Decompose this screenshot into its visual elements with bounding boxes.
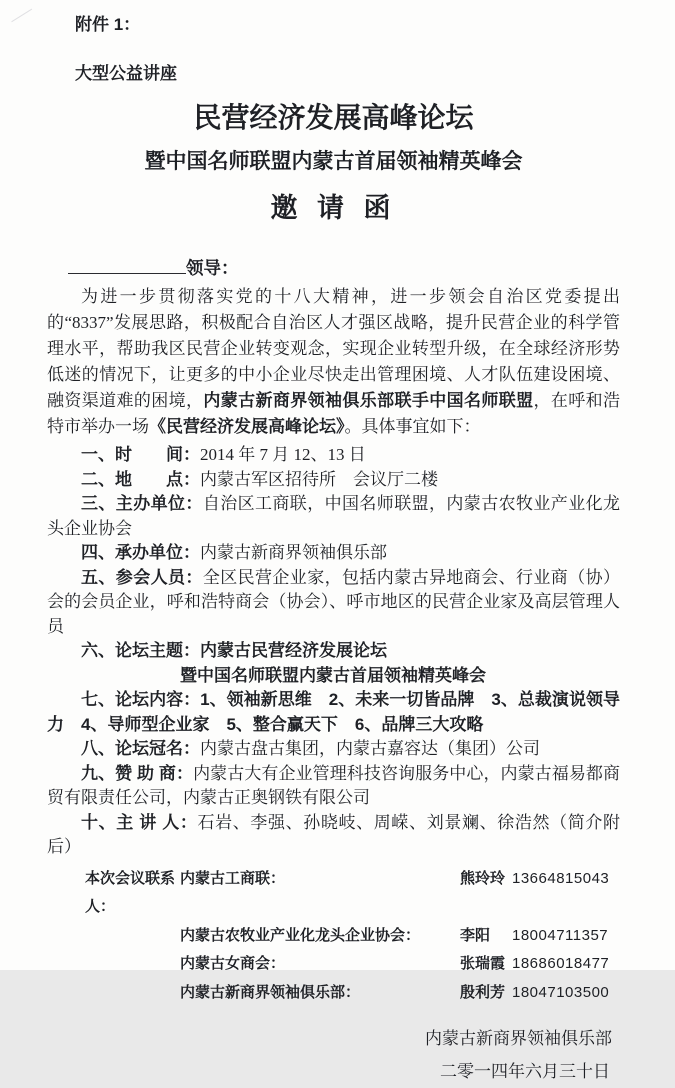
list-item-organizer bbox=[47, 541, 620, 566]
contact-name: 李阳 bbox=[460, 926, 491, 944]
sub-title: 暨中国名师联盟内蒙古首届领袖精英峰会 bbox=[144, 150, 523, 173]
signature-date: 二零一四年六月三十日 bbox=[440, 1062, 610, 1081]
intro-paragraph bbox=[47, 284, 620, 440]
list-item-naming bbox=[47, 737, 620, 762]
salutation-blank-line bbox=[68, 256, 186, 274]
list-item-time bbox=[47, 443, 620, 468]
contacts-section bbox=[85, 865, 620, 1008]
list-item-sponsors bbox=[47, 762, 620, 811]
intro-bold-organizers: 内蒙古新商界领袖俱乐部联手中国名师联盟 bbox=[203, 391, 534, 410]
list-item-theme bbox=[47, 639, 620, 688]
contact-row bbox=[85, 950, 620, 979]
intro-text-1: 为进一步贯彻落实党的十八大精神，进一步领会自治区党委提出的“8337”发展思路，积极配合自治区人才强区战略，提升民营企业的科学管理水平，帮助我区民营企业转变观念，实现企业转型升级，在全球经济形势低迷的情况下，让更多的中小企业尽快走出管理困境、人才队伍建设困境、融资渠道难的困境， bbox=[47, 287, 620, 410]
list-item-venue bbox=[47, 468, 620, 493]
list-item-attendees bbox=[47, 566, 620, 640]
item-value: 内蒙古盘古集团，内蒙古嘉容达（集团）公司 bbox=[200, 739, 540, 758]
event-type-label: 大型公益讲座 bbox=[75, 64, 177, 83]
list-item-contents bbox=[47, 688, 620, 737]
contact-org: 内蒙古工商联： bbox=[180, 869, 286, 887]
contact-org: 内蒙古女商会： bbox=[180, 955, 286, 972]
intro-bold-forum-name: 《民营经济发展高峰论坛》 bbox=[149, 417, 345, 436]
agenda-list bbox=[47, 443, 620, 860]
intro-text-2: ，在呼和浩特市举办一场 bbox=[47, 391, 620, 436]
contact-row bbox=[85, 865, 620, 922]
item-label: 七、论坛内容： bbox=[81, 690, 201, 709]
item-label: 二、地 点： bbox=[81, 469, 200, 489]
item-label: 九、赞 助 商： bbox=[81, 763, 194, 783]
item-value: 内蒙古军区招待所 会议厅二楼 bbox=[200, 469, 438, 489]
contact-row bbox=[85, 979, 620, 1008]
item-label: 六、论坛主题： bbox=[81, 641, 200, 660]
item-value: 自治区工商联，中国名师联盟，内蒙古农牧业产业化龙头企业协会 bbox=[47, 494, 621, 538]
item-value: 内蒙古新商界领袖俱乐部 bbox=[200, 543, 387, 562]
item-value: 1、领袖新思维 2、未来一切皆品牌 3、总裁演说领导力 4、导师型企业家 5、整合赢天下 6、品牌三大攻略 bbox=[47, 690, 620, 734]
contact-org: 内蒙古新商界领袖俱乐部： bbox=[180, 983, 361, 1001]
contact-row bbox=[85, 922, 620, 951]
contact-phone: 13664815043 bbox=[512, 869, 610, 887]
contacts-label-spacer bbox=[85, 979, 180, 1008]
contact-phone: 18047103500 bbox=[512, 983, 610, 1001]
list-item-speakers bbox=[47, 811, 620, 860]
salutation-line bbox=[47, 256, 620, 279]
letter-heading: 邀 请 函 bbox=[270, 193, 397, 223]
contacts-label-spacer bbox=[85, 922, 180, 951]
salutation-text: 领导： bbox=[186, 258, 239, 278]
list-item-hosts bbox=[47, 492, 620, 541]
item-value: 内蒙古民营经济发展论坛 bbox=[200, 641, 387, 660]
item-value: 石岩、李强、孙晓岐、周嵘、刘景斓、徐浩然（简介附后） bbox=[47, 812, 621, 856]
item-label: 三、主办单位： bbox=[81, 494, 203, 513]
signature-org: 内蒙古新商界领袖俱乐部 bbox=[425, 1029, 612, 1048]
item-value: 2014 年 7 月 12、13 日 bbox=[200, 445, 366, 464]
scan-artifact bbox=[4, 0, 32, 22]
contact-name: 张瑞霞 bbox=[460, 955, 506, 972]
item-label: 五、参会人员： bbox=[81, 567, 203, 587]
item-label: 四、承办单位： bbox=[81, 543, 200, 562]
attachment-label: 附件 1： bbox=[75, 15, 141, 34]
contact-name: 熊玲玲 bbox=[460, 869, 506, 887]
contacts-label: 本次会议联系人： bbox=[85, 869, 176, 915]
signature-block bbox=[47, 1022, 620, 1088]
contact-phone: 18004711357 bbox=[512, 926, 609, 944]
item-label: 一、时 间： bbox=[81, 445, 200, 464]
item-value: 内蒙古大有企业管理科技咨询服务中心，内蒙古福易都商贸有限责任公司，内蒙古正奥钢铁有限公司 bbox=[47, 763, 621, 807]
contact-name: 殷利芳 bbox=[460, 983, 506, 1001]
main-title: 民营经济发展高峰论坛 bbox=[193, 102, 474, 133]
intro-text-3: 。具体事宜如下： bbox=[344, 417, 481, 436]
item-value: 全区民营企业家，包括内蒙古异地商会、行业商（协）会的会员企业，呼和浩特商会（协会）、呼市地区的民营企业家及高层管理人员 bbox=[47, 567, 621, 636]
item-label: 八、论坛冠名： bbox=[81, 739, 200, 758]
contacts-label-spacer bbox=[85, 950, 180, 979]
contact-phone: 18686018477 bbox=[512, 955, 610, 972]
item-label: 十、主 讲 人： bbox=[81, 812, 198, 832]
item-theme-line2: 暨中国名师联盟内蒙古首届领袖精英峰会 bbox=[180, 665, 486, 685]
contact-org: 内蒙古农牧业产业化龙头企业协会： bbox=[180, 926, 421, 944]
